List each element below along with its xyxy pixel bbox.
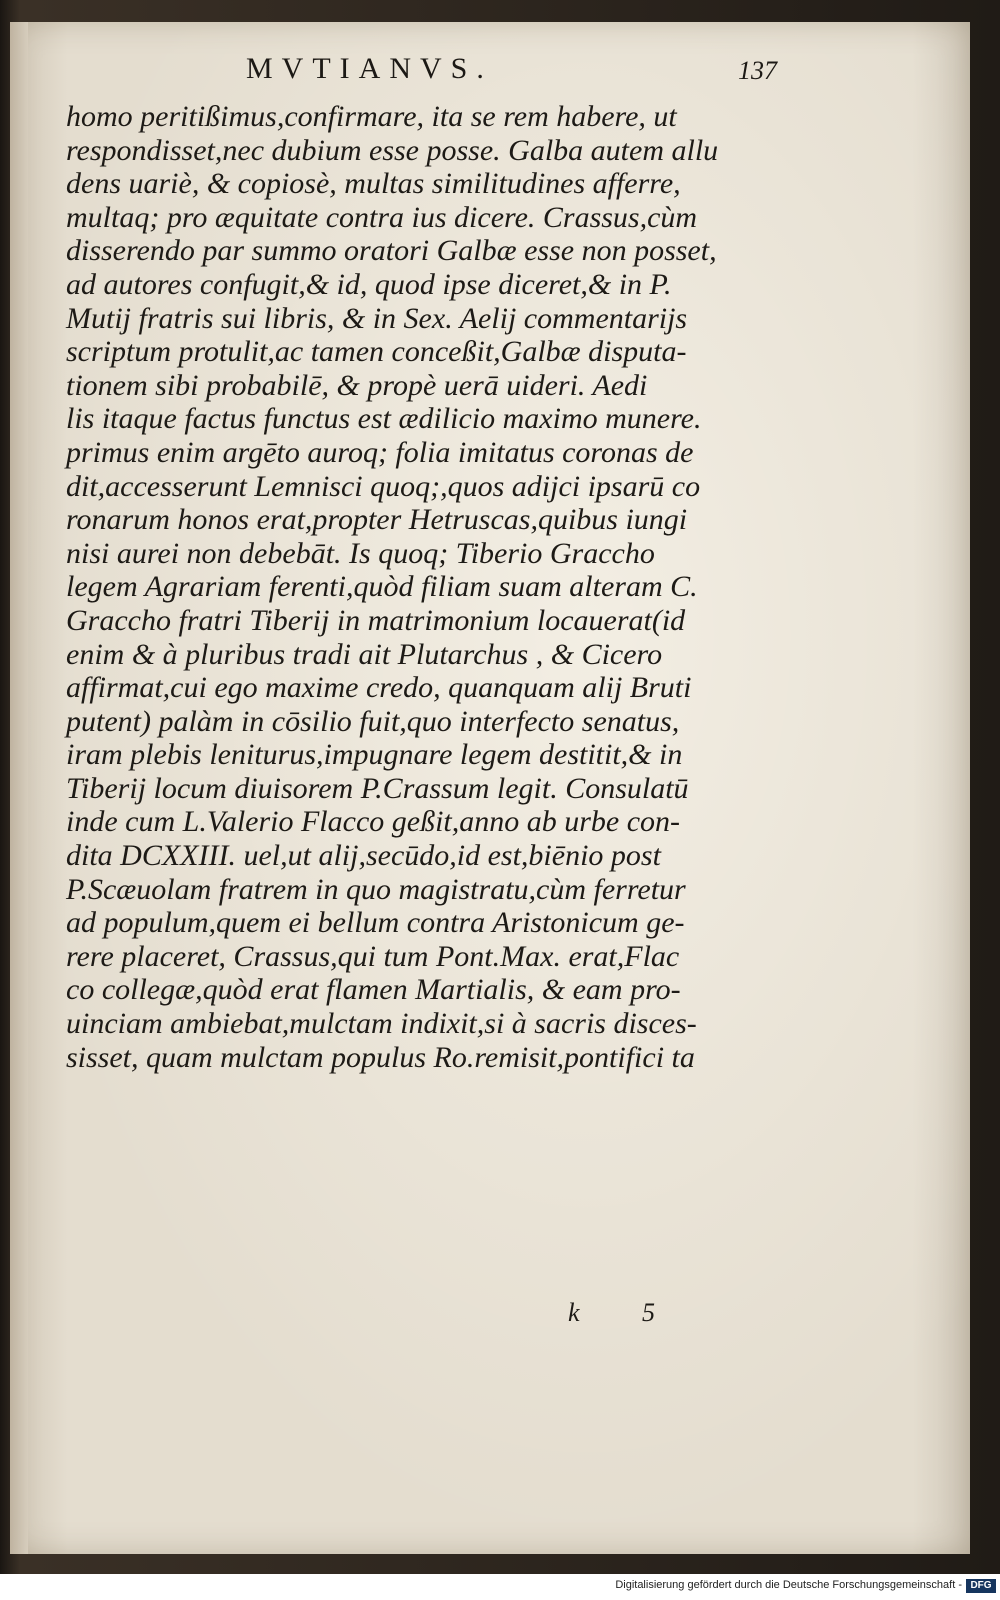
text-line: inde cum L.Valerio Flacco geßit,anno ab urbe con- xyxy=(66,805,681,839)
book-page xyxy=(10,22,970,1554)
text-line: Graccho fratri Tiberij in matrimonium locauerat(id xyxy=(66,603,686,637)
text-line: iram plebis leniturus,impugnare legem destitit,& in xyxy=(66,738,683,772)
signature-mark: k 5 xyxy=(568,1298,684,1327)
text-line: Tiberij locum diuisorem P.Crassum legit. Consulatū xyxy=(66,771,689,805)
text-line: putent) palàm in cōsilio fuit,quo interfecto senatus, xyxy=(66,704,680,738)
text-line: tionem sibi probabilē, & propè uerā uideri. Aedi xyxy=(66,368,648,402)
text-line: co collegæ,quòd erat flamen Martialis, & eam pro- xyxy=(66,973,681,1007)
text-line: ronarum honos erat,propter Hetruscas,quibus iungi xyxy=(66,503,688,537)
page-number: 137 xyxy=(738,56,777,85)
page-header xyxy=(10,52,970,92)
text-line: nisi aurei non debebāt. Is quoq; Tiberio Graccho xyxy=(66,536,655,570)
text-line: lis itaque factus functus est ædilicio maximo munere. xyxy=(66,402,702,436)
text-line: uinciam ambiebat,mulctam indixit,si à sacris disces- xyxy=(66,1007,697,1041)
text-line: legem Agrariam ferenti,quòd filiam suam alteram C. xyxy=(66,570,698,604)
text-line: sisset, quam mulctam populus Ro.remisit,pontifici ta xyxy=(66,1040,695,1074)
footer-credit: Digitalisierung gefördert durch die Deutsche Forschungsgemeinschaft - xyxy=(615,1579,962,1591)
text-line: scriptum protulit,ac tamen conceßit,Galbæ disputa- xyxy=(66,335,687,369)
text-line: affirmat,cui ego maxime credo, quanquam alij Bruti xyxy=(66,671,692,705)
text-line: primus enim argēto auroq; folia imitatus coronas de xyxy=(66,435,694,469)
footer-bar xyxy=(0,1574,1000,1600)
text-line: respondisset,nec dubium esse posse. Galba autem allu xyxy=(66,133,719,167)
running-head: MVTIANVS. xyxy=(246,52,493,85)
text-line: enim & à pluribus tradi ait Plutarchus , & Cicero xyxy=(66,637,663,671)
body-text xyxy=(66,100,756,1074)
dfg-logo-icon: DFG xyxy=(966,1579,996,1593)
text-line: ad populum,quem ei bellum contra Aristonicum ge- xyxy=(66,906,685,940)
text-line: dens uariè, & copiosè, multas similitudines afferre, xyxy=(66,167,681,201)
text-line: Mutij fratris sui libris, & in Sex. Aelij commentarijs xyxy=(66,301,688,335)
text-line: dita DCXXIII. uel,ut alij,secūdo,id est,biēnio post xyxy=(66,839,661,873)
text-line: dit,accesserunt Lemnisci quoq;,quos adijci ipsarū co xyxy=(66,469,701,503)
text-line: ad autores confugit,& id, quod ipse diceret,& in P. xyxy=(66,267,672,301)
text-line: multaq; pro æquitate contra ius dicere. Crassus,cùm xyxy=(66,200,698,234)
text-line: rere placeret, Crassus,qui tum Pont.Max. erat,Flac xyxy=(66,939,680,973)
text-line: P.Scæuolam fratrem in quo magistratu,cùm ferretur xyxy=(66,872,686,906)
text-line: homo peritißimus,confirmare, ita se rem habere, ut xyxy=(66,100,677,133)
page-gutter xyxy=(10,22,28,1554)
text-line: disserendo par summo oratori Galbæ esse non posset, xyxy=(66,234,717,268)
